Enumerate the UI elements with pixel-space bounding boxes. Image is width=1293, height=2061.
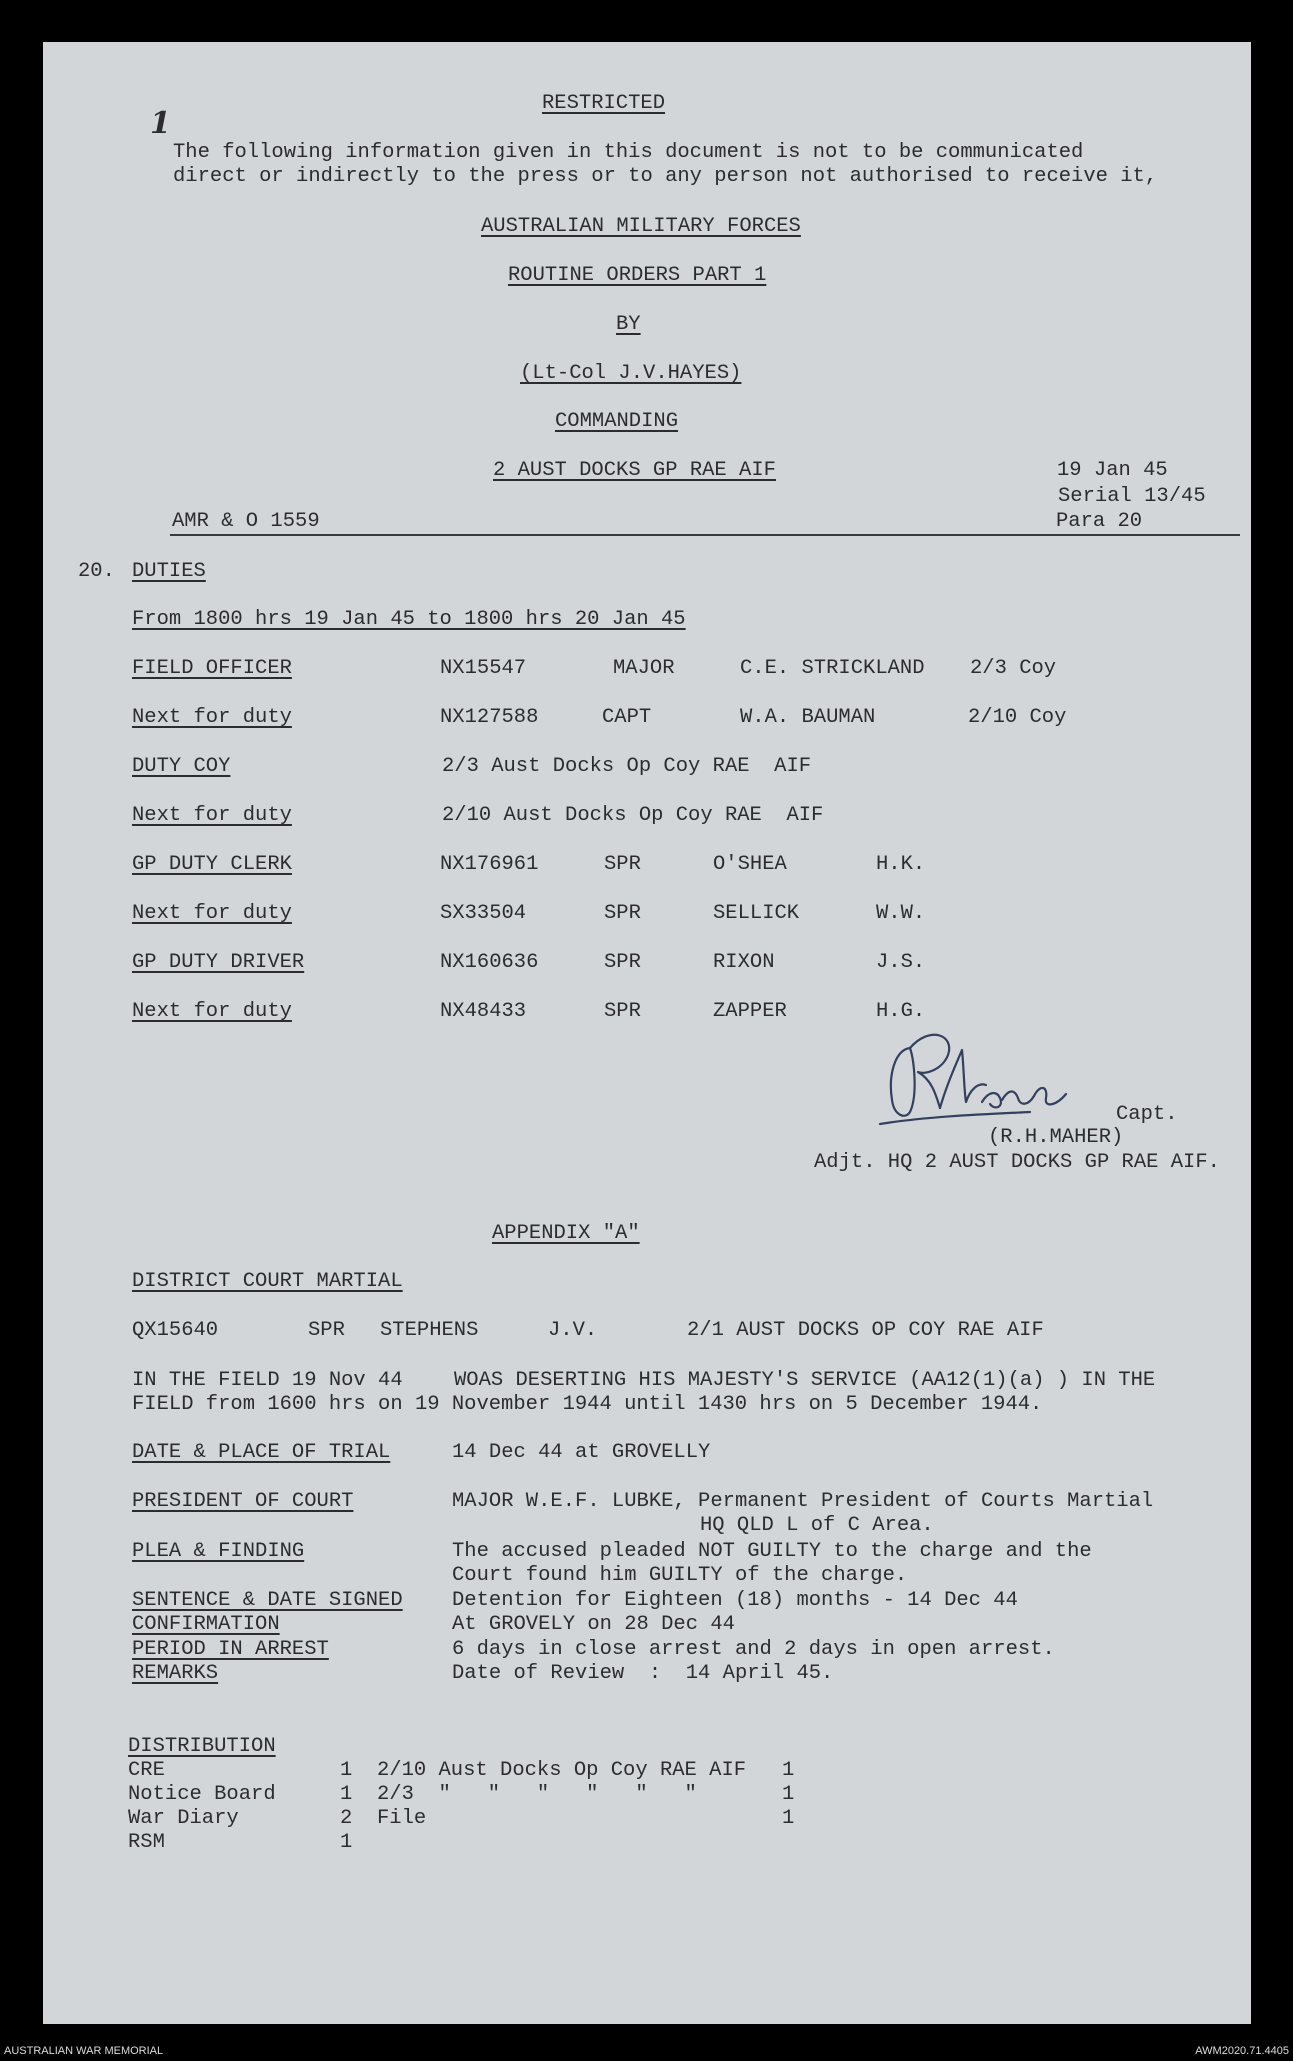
order-serial: Serial 13/45 [1058,485,1206,508]
charge-text-continued: FIELD from 1600 hrs on 19 November 1944 until 1430 hrs on 5 December 1944. [132,1393,1043,1416]
duty-name: C.E. STRICKLAND [740,657,925,680]
duty-number: NX48433 [440,1000,527,1023]
accused-name: STEPHENS [380,1319,479,1342]
sentence-value: Detention for Eighteen (18) months - 14 Dec 44 [452,1589,1018,1612]
arrest-label: PERIOD IN ARREST [132,1638,329,1661]
duty-number: NX15547 [440,657,527,680]
distribution-qty: 2 [340,1807,353,1830]
confirmation-value: At GROVELY on 28 Dec 44 [452,1613,735,1636]
footer-credit: AUSTRALIAN WAR MEMORIAL [4,2045,164,2057]
remarks-value: Date of Review : 14 April 45. [452,1662,834,1685]
section-number: 20. [78,560,115,583]
charge-text: WOAS DESERTING HIS MAJESTY'S SERVICE (AA12(1)(a) ) IN THE [454,1369,1156,1392]
distribution-qty: 1 [340,1831,353,1854]
duty-name: ZAPPER [713,1000,787,1023]
duty-unit: 2/3 Coy [970,657,1057,680]
distribution-qty: 1 [340,1759,353,1782]
duty-number: NX160636 [440,951,539,974]
order-date: 19 Jan 45 [1057,459,1168,482]
trial-label: DATE & PLACE OF TRIAL [132,1441,391,1464]
duty-detail: 2/3 Aust Docks Op Coy RAE AIF [442,755,812,778]
duty-rank: SPR [604,951,641,974]
duty-rank: SPR [604,1000,641,1023]
duty-rank: CAPT [602,706,652,729]
duty-role: Next for duty [132,902,292,925]
notice-line-1: The following information given in this document is not to be communicated [173,141,1084,164]
duty-role: Next for duty [132,706,292,729]
duty-role: Next for duty [132,804,292,827]
heading-unit: 2 AUST DOCKS GP RAE AIF [493,459,776,482]
distribution-recipient: RSM [128,1831,165,1854]
signature-rank: Capt. [1116,1103,1178,1126]
duty-role: Next for duty [132,1000,292,1023]
distribution-qty: 1 [782,1783,795,1806]
duty-name: W.A. BAUMAN [740,706,876,729]
accused-number: QX15640 [132,1319,219,1342]
plea-label: PLEA & FINDING [132,1540,305,1563]
distribution-title: DISTRIBUTION [128,1735,276,1758]
distribution-recipient: CRE [128,1759,165,1782]
duty-initials: J.S. [876,951,926,974]
page-mark: 1 [150,106,171,141]
duty-role: GP DUTY CLERK [132,853,292,876]
duty-role: GP DUTY DRIVER [132,951,305,974]
notice-line-2: direct or indirectly to the press or to any person not authorised to receive it, [173,165,1158,188]
distribution-recipient: War Diary [128,1807,239,1830]
heading-commanding: COMMANDING [555,410,679,433]
signature [870,1020,1110,1140]
appendix-title: APPENDIX "A" [492,1222,640,1245]
duty-role: FIELD OFFICER [132,657,292,680]
plea-value: The accused pleaded NOT GUILTY to the charge and the [452,1540,1092,1563]
accused-rank: SPR [308,1319,345,1342]
order-para: Para 20 [1056,510,1143,533]
duty-role: DUTY COY [132,755,231,778]
distribution-recipient: 2/3 " " " " " " [377,1783,697,1806]
signature-title: Adjt. HQ 2 AUST DOCKS GP RAE AIF. [814,1151,1220,1174]
president-label: PRESIDENT OF COURT [132,1490,354,1513]
duty-number: SX33504 [440,902,527,925]
duty-rank: SPR [604,902,641,925]
signature-name: (R.H.MAHER) [988,1126,1124,1149]
duty-name: SELLICK [713,902,800,925]
heading-by: BY [616,313,641,336]
heading-orders: ROUTINE ORDERS PART 1 [508,264,767,287]
sentence-label: SENTENCE & DATE SIGNED [132,1589,403,1612]
header-rule [170,534,1240,536]
heading-forces: AUSTRALIAN MILITARY FORCES [481,215,801,238]
section-title: DUTIES [132,560,206,583]
footer-accession-number: AWM2020.71.4405 [1195,2045,1289,2057]
president-value-continued: HQ QLD L of C Area. [700,1514,934,1537]
distribution-qty: 1 [782,1807,795,1830]
duty-unit: 2/10 Coy [968,706,1067,729]
distribution-recipient: Notice Board [128,1783,276,1806]
amr-reference: AMR & O 1559 [172,510,320,533]
plea-value-continued: Court found him GUILTY of the charge. [452,1564,908,1587]
duty-name: RIXON [713,951,775,974]
court-type: DISTRICT COURT MARTIAL [132,1270,403,1293]
accused-unit: 2/1 AUST DOCKS OP COY RAE AIF [687,1319,1044,1342]
arrest-value: 6 days in close arrest and 2 days in open arrest. [452,1638,1055,1661]
duty-initials: W.W. [876,902,926,925]
confirmation-label: CONFIRMATION [132,1613,280,1636]
duty-initials: H.G. [876,1000,926,1023]
distribution-qty: 1 [782,1759,795,1782]
distribution-recipient: 2/10 Aust Docks Op Coy RAE AIF [377,1759,747,1782]
restricted-marking: RESTRICTED [542,92,666,115]
heading-officer: (Lt-Col J.V.HAYES) [520,362,742,385]
distribution-qty: 1 [340,1783,353,1806]
accused-initials: J.V. [548,1319,598,1342]
trial-value: 14 Dec 44 at GROVELLY [452,1441,711,1464]
duty-rank: MAJOR [613,657,675,680]
distribution-recipient: File [377,1807,427,1830]
duty-period: From 1800 hrs 19 Jan 45 to 1800 hrs 20 Jan 45 [132,608,686,631]
remarks-label: REMARKS [132,1662,219,1685]
president-value: MAJOR W.E.F. LUBKE, Permanent President of Courts Martial [452,1490,1154,1513]
duty-rank: SPR [604,853,641,876]
duty-initials: H.K. [876,853,926,876]
duty-number: NX127588 [440,706,539,729]
duty-number: NX176961 [440,853,539,876]
duty-name: O'SHEA [713,853,787,876]
charge-place-date: IN THE FIELD 19 Nov 44 [132,1369,403,1392]
duty-detail: 2/10 Aust Docks Op Coy RAE AIF [442,804,824,827]
